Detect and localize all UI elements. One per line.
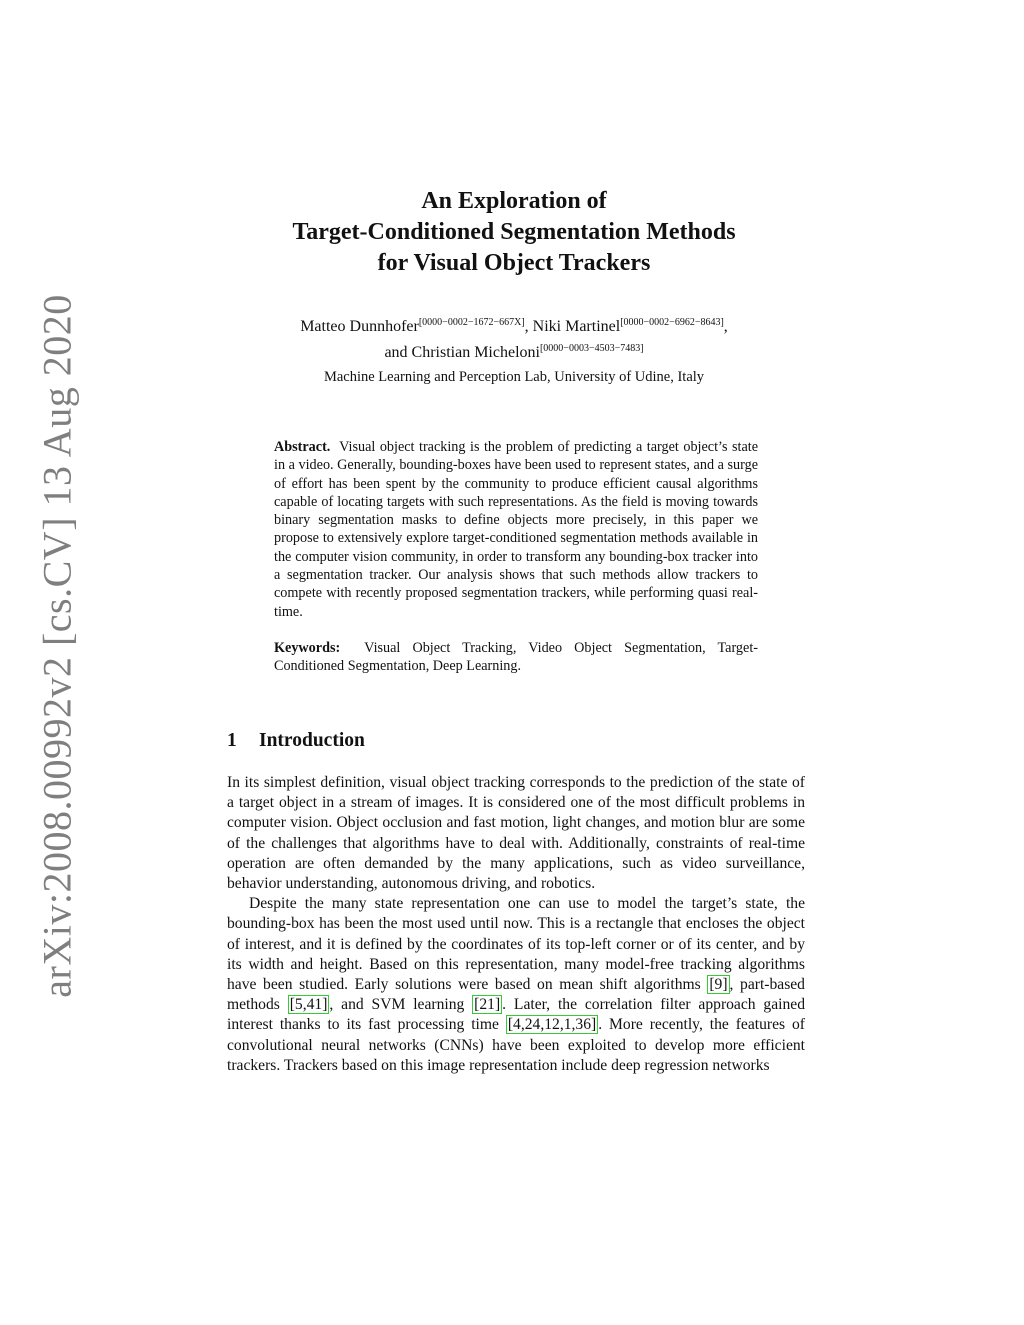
citation-link[interactable]: [21] bbox=[474, 996, 501, 1014]
title-line-2: Target-Conditioned Segmentation Methods bbox=[292, 219, 736, 245]
citation-link[interactable]: [4,24,12,1,36] bbox=[507, 1016, 597, 1034]
author-line-2 bbox=[200, 338, 828, 364]
title-line-3: for Visual Object Trackers bbox=[377, 250, 651, 276]
citation-link[interactable]: [5,41] bbox=[289, 996, 328, 1014]
section-title: Introduction bbox=[259, 730, 365, 751]
body-text bbox=[227, 773, 805, 1076]
body-paragraph-1: In its simplest definition, visual object tracking corresponds to the prediction of the state of a target object in a stream of images. It is considered one of the most difficult problems in computer vision. Object occlusion and fast motion, light changes, and motion blur are some of the challenges that algorithms have to deal with. Additionally, constraints of real-time operation are often demanded by the many applications, such as video surveillance, behavior understanding, autonomous driving, and robotics. bbox=[227, 774, 805, 893]
paragraph-text: . More recently, the features of convolutional neural networks (CNNs) have been exploited to develop more efficient trackers. Trackers based on this image representation include deep regression networks bbox=[227, 1016, 805, 1074]
body-paragraph-2 bbox=[227, 894, 805, 1076]
author-separator: , bbox=[524, 318, 533, 335]
title-line-1: An Exploration of bbox=[421, 188, 607, 214]
affiliation: Machine Learning and Perception Lab, University of Udine, Italy bbox=[323, 369, 705, 385]
author-name: Niki Martinel bbox=[532, 318, 621, 335]
orcid-id: [0000−0003−4503−7483] bbox=[539, 343, 644, 354]
paragraph-text: , and SVM learning bbox=[329, 996, 473, 1014]
orcid-id: [0000−0002−1672−667X] bbox=[418, 317, 525, 328]
paragraph-text: , part-based methods bbox=[227, 976, 805, 1014]
abstract-label: Abstract. bbox=[274, 439, 331, 455]
paragraph-text: Despite the many state representation one can use to model the target’s state, the bounding-box has been the most used until now. This is a rectangle that encloses the object of interest, and it is defined by the coordinates of its top-left corner or of its center, and by its width and height. Based on this representation, many model-free tracking algorithms have been studied. Early solutions were based on mean shift algorithms bbox=[227, 895, 805, 994]
paragraph-text: . Later, the correlation filter approach gained interest thanks to its fast processing time bbox=[227, 996, 806, 1034]
section-heading bbox=[227, 730, 365, 752]
author-separator: , bbox=[723, 318, 728, 335]
keywords-label: Keywords: bbox=[274, 639, 341, 656]
abstract-paragraph bbox=[274, 438, 758, 621]
author-line-1 bbox=[200, 312, 828, 338]
keywords-paragraph bbox=[274, 639, 758, 676]
citation-link[interactable]: [9] bbox=[709, 976, 728, 994]
keywords-text: Visual Object Tracking, Video Object Segmentation, Target-Conditioned Segmentation, Deep Learning. bbox=[274, 639, 758, 675]
author-list bbox=[200, 312, 828, 364]
abstract-text: Visual object tracking is the problem of predicting a target object’s state in a video. Generally, bounding-boxes have been used to represent states, and a surge of effort has been spent by the community to produce efficient causal algorithms capable of locating targets with such representations. As the field is moving towards binary segmentation masks to define objects more precisely, in this paper we propose to extensively explore target-conditioned segmentation methods available in the computer vision community, in order to transform any bounding-box tracker into a segmentation tracker. Our analysis shows that such methods allow trackers to compete with recently proposed segmentation trackers, while performing quasi real-time. bbox=[274, 439, 758, 620]
author-name: and Christian Micheloni bbox=[384, 344, 540, 361]
arxiv-identifier-text: arXiv:2008.00992v2 [cs.CV] 13 Aug 2020 bbox=[34, 294, 80, 998]
paper-title bbox=[200, 186, 828, 279]
author-name: Matteo Dunnhofer bbox=[300, 318, 419, 335]
orcid-id: [0000−0002−6962−8643] bbox=[620, 317, 724, 328]
abstract-block bbox=[274, 438, 758, 676]
section-number: 1 bbox=[227, 730, 237, 751]
